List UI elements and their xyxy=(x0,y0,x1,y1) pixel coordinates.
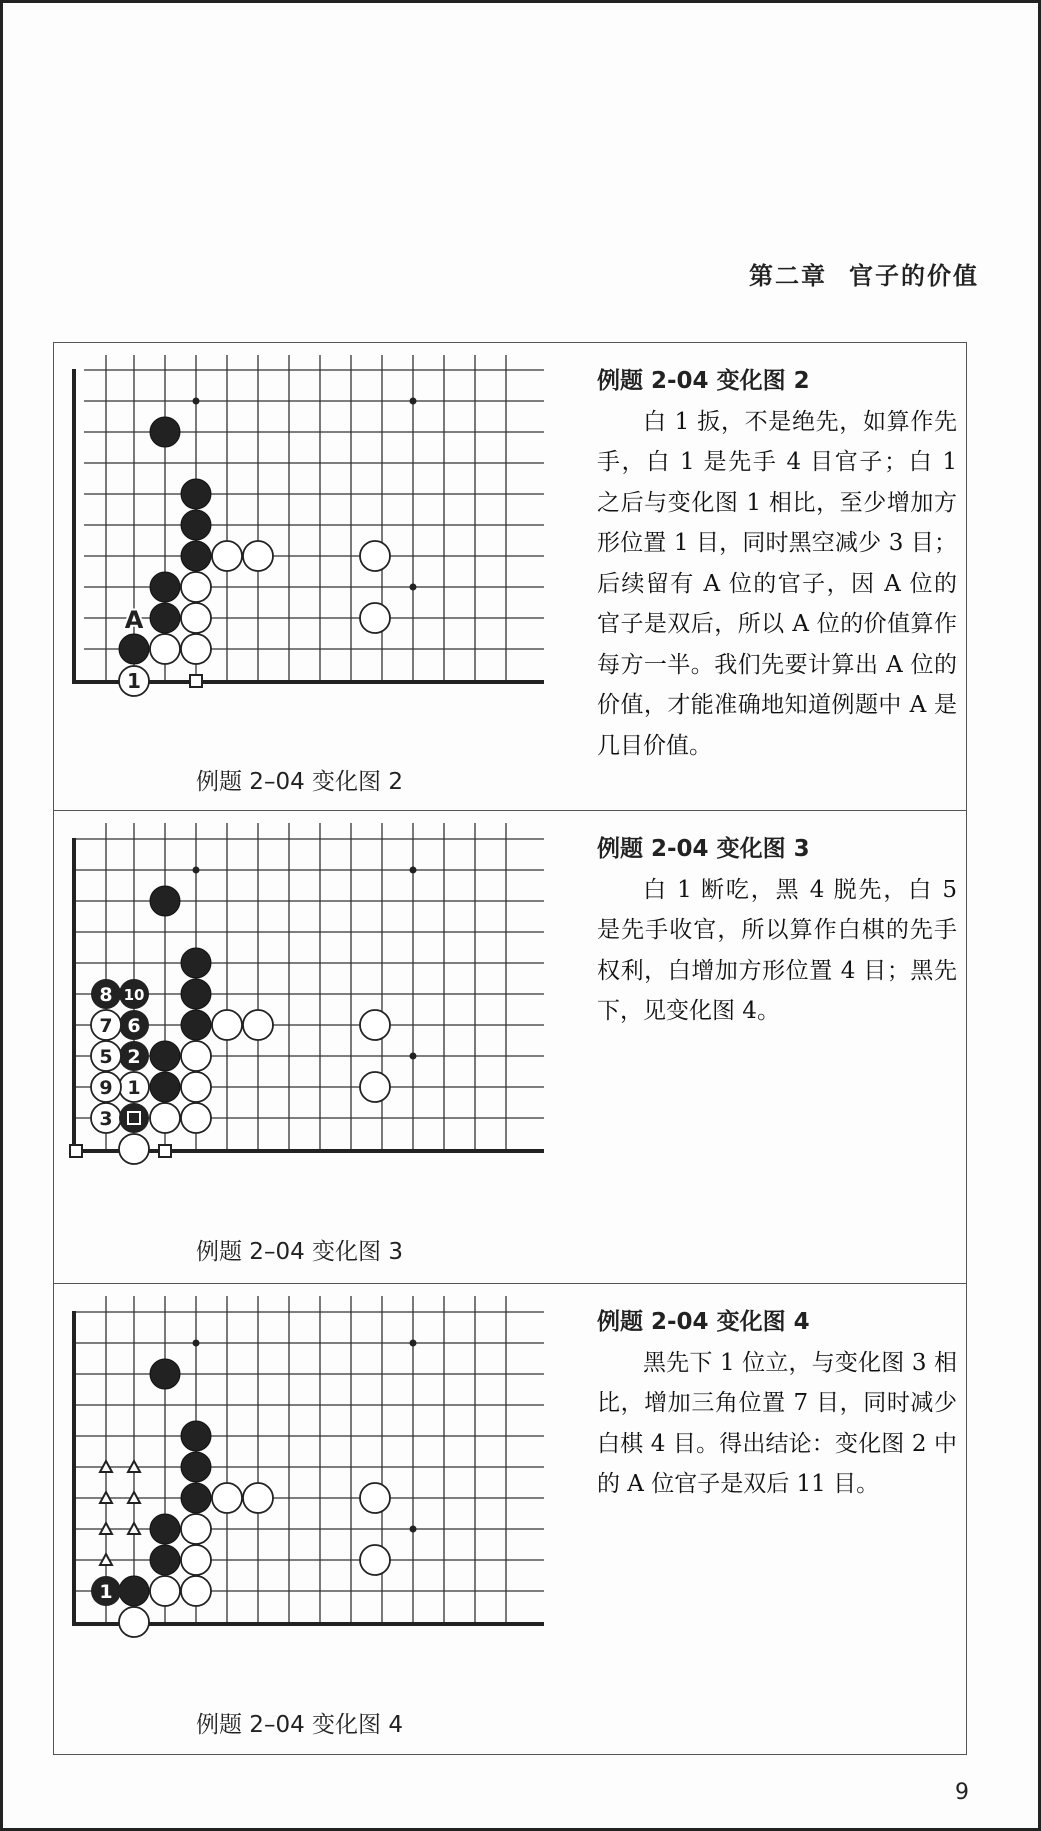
board-grid xyxy=(84,355,544,683)
move-label-8: 8 xyxy=(99,984,113,1006)
chapter-title: 官子的价值 xyxy=(849,262,979,290)
explanation-heading: 例题 2-04 变化图 2 xyxy=(597,368,810,394)
go-board-diagram-2 xyxy=(54,343,594,813)
explanation-body: 白 1 扳，不是绝先，如算作先手，白 1 是先手 4 目官子；白 1 之后与变化图 1 相比，至少增加方形位置 1 目，同时黑空减少 3 目；后续留有 A 位的官子，因 A 位的官子是双后，所以 A 位的价值算作每方一半。我们先要计算出 A 位的价值，才能准确地知道例题中 A 是几目价值。 xyxy=(597,408,957,759)
page-number: 9 xyxy=(955,1780,969,1805)
diagram-explanation xyxy=(597,1302,957,1505)
move-label-3: 3 xyxy=(99,1108,113,1130)
move-label-7: 7 xyxy=(99,1015,113,1037)
go-board-diagram-3 xyxy=(54,811,594,1281)
black-stone-square-marked xyxy=(119,1103,149,1133)
move-label-10: 10 xyxy=(123,986,145,1004)
running-header xyxy=(749,256,979,291)
point-a-label: A xyxy=(124,606,144,634)
explanation-heading: 例题 2-04 变化图 3 xyxy=(597,836,810,862)
chapter-number: 第二章 xyxy=(749,262,827,290)
diagram-explanation xyxy=(597,361,957,766)
explanation-body: 白 1 断吃，黑 4 脱先，白 5 是先手收官，所以算作白棋的先手权利，白增加方形位置 4 目；黑先下，见变化图 4。 xyxy=(597,876,957,1024)
diagram-explanation xyxy=(597,829,957,1032)
move-label-2: 2 xyxy=(127,1046,141,1068)
diagram-panel-4 xyxy=(53,1284,967,1755)
diagram-caption: 例题 2–04 变化图 2 xyxy=(196,769,403,795)
explanation-body: 黑先下 1 位立，与变化图 3 相比，增加三角位置 7 目，同时减少白棋 4 目。得出结论：变化图 2 中的 A 位官子是双后 11 目。 xyxy=(597,1349,957,1497)
explanation-heading: 例题 2-04 变化图 4 xyxy=(597,1309,810,1335)
go-board-diagram-4 xyxy=(54,1284,594,1754)
diagram-panel-3 xyxy=(53,811,967,1284)
diagram-caption: 例题 2–04 变化图 4 xyxy=(196,1712,403,1738)
black-move-1-label: 1 xyxy=(99,1581,113,1603)
move-label-9: 9 xyxy=(99,1077,113,1099)
move-label-5: 5 xyxy=(99,1046,113,1068)
board-grid xyxy=(74,1296,544,1624)
move-label-1: 1 xyxy=(127,1077,141,1099)
square-marker xyxy=(190,675,202,687)
diagram-caption: 例题 2–04 变化图 3 xyxy=(196,1239,403,1265)
diagram-panel-2 xyxy=(53,342,967,811)
move-label-6: 6 xyxy=(127,1015,141,1037)
white-move-1-label: 1 xyxy=(127,669,141,693)
